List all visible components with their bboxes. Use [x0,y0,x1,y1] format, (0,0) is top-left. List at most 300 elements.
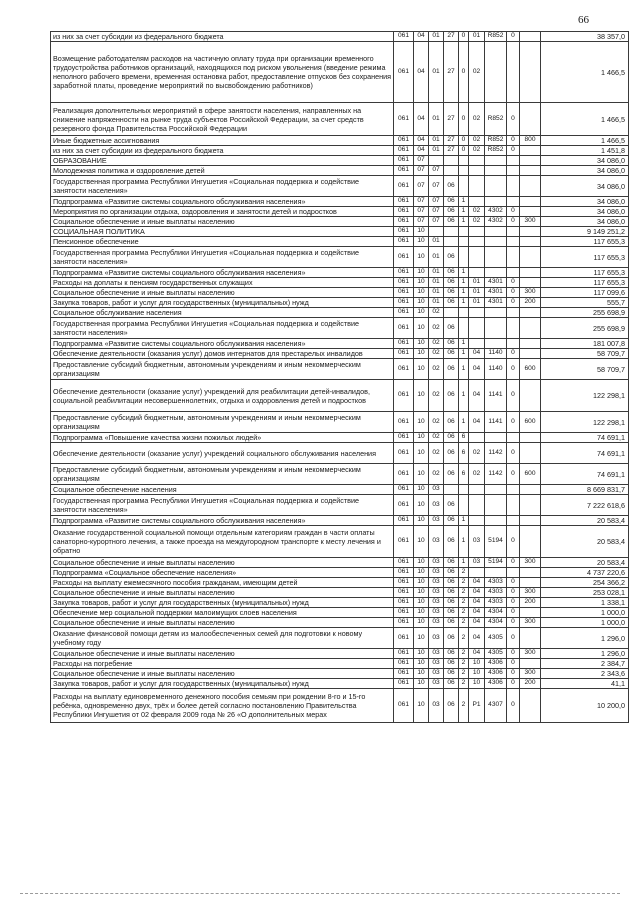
row-name: Социальное обеспечение и иные выплаты населению [51,558,394,568]
row-subsection: 01 [429,268,444,278]
row-admin: 061 [394,136,414,146]
row-direction-b: 1142 [485,464,507,485]
row-subprogram: 1 [459,288,469,298]
row-section: 10 [414,339,429,349]
row-subprogram: 1 [459,349,469,359]
table-row [51,495,629,516]
row-direction-c [507,318,520,339]
row-admin: 061 [394,227,414,237]
row-direction-a [469,433,485,443]
row-vr: 300 [520,288,541,298]
row-admin: 061 [394,103,414,136]
row-name: Расходы на погребение [51,659,394,669]
row-name: Подпрограмма «Развитие системы социального обслуживания населения» [51,268,394,278]
row-program: 06 [444,669,459,679]
row-subsection: 03 [429,679,444,689]
row-direction-b [485,268,507,278]
row-admin: 061 [394,464,414,485]
row-vr [520,485,541,495]
row-program: 27 [444,42,459,103]
table-row [51,618,629,628]
row-vr [520,349,541,359]
row-direction-c: 0 [507,558,520,568]
row-vr [520,628,541,649]
row-section: 10 [414,443,429,464]
row-section: 10 [414,288,429,298]
row-direction-c [507,339,520,349]
row-vr [520,146,541,156]
row-name: Оказание финансовой помощи детям из малообеспеченных семей для подготовки к новому учебному году [51,628,394,649]
row-amount: 58 709,7 [541,349,629,359]
row-direction-a [469,156,485,166]
row-vr: 200 [520,598,541,608]
row-name: Закупка товаров, работ и услуг для государственных (муниципальных) нужд [51,298,394,308]
row-admin: 061 [394,485,414,495]
row-program: 06 [444,443,459,464]
row-section: 07 [414,156,429,166]
row-name: Социальное обеспечение и иные выплаты населению [51,649,394,659]
table-row [51,485,629,495]
row-subprogram: 6 [459,464,469,485]
row-subprogram [459,156,469,166]
row-amount: 9 149 251,2 [541,227,629,237]
row-direction-c [507,197,520,207]
row-direction-b: 4305 [485,649,507,659]
row-subsection: 03 [429,598,444,608]
row-admin: 061 [394,669,414,679]
row-name: Социальное обеспечение и иные выплаты населению [51,588,394,598]
row-admin: 061 [394,298,414,308]
row-amount: 7 222 618,6 [541,495,629,516]
row-direction-c [507,156,520,166]
row-subprogram: 2 [459,669,469,679]
row-name: Обеспечение деятельности (оказание услуг) учреждений для реабилитации детей-инвалидов, социальной реабилитации несовершеннолетних, отдыха и оздоровления детей и подростков [51,380,394,412]
row-amount: 20 583,4 [541,558,629,568]
row-direction-a: 02 [469,443,485,464]
row-admin: 061 [394,32,414,42]
row-direction-c: 0 [507,526,520,558]
row-program: 27 [444,32,459,42]
row-name: Государственная программа Республики Ингушетия «Социальная поддержка и содействие занятости населения» [51,318,394,339]
row-admin: 061 [394,608,414,618]
table-row [51,433,629,443]
table-row [51,288,629,298]
row-direction-c: 0 [507,103,520,136]
row-section: 10 [414,526,429,558]
row-name: Социальное обеспечение и иные выплаты населению [51,669,394,679]
table-row [51,578,629,588]
row-direction-c: 0 [507,464,520,485]
row-admin: 061 [394,433,414,443]
row-subsection [429,227,444,237]
row-direction-c: 0 [507,32,520,42]
table-row [51,349,629,359]
row-program: 06 [444,349,459,359]
row-program [444,308,459,318]
row-direction-b: 1140 [485,359,507,380]
row-section: 10 [414,278,429,288]
row-name: Предоставление субсидий бюджетным, автономным учреждениям и иным некоммерческим организациям [51,464,394,485]
row-direction-c: 0 [507,578,520,588]
row-direction-c [507,495,520,516]
row-direction-c: 0 [507,669,520,679]
row-direction-c: 0 [507,588,520,598]
row-direction-a: 04 [469,618,485,628]
row-subprogram: 0 [459,146,469,156]
row-amount: 117 655,3 [541,247,629,268]
row-name: Предоставление субсидий бюджетным, автономным учреждениям и иным некоммерческим организациям [51,412,394,433]
row-subsection: 03 [429,495,444,516]
row-direction-c [507,516,520,526]
row-admin: 061 [394,578,414,588]
row-direction-a: P1 [469,689,485,723]
row-subsection: 07 [429,217,444,227]
row-section: 10 [414,618,429,628]
row-subprogram: 1 [459,278,469,288]
row-admin: 061 [394,359,414,380]
row-direction-b: 4302 [485,217,507,227]
row-amount: 34 086,0 [541,176,629,197]
row-subsection: 02 [429,380,444,412]
row-direction-c: 0 [507,649,520,659]
row-amount: 74 691,1 [541,433,629,443]
row-direction-b: 5194 [485,558,507,568]
row-admin: 061 [394,247,414,268]
table-row [51,318,629,339]
row-subprogram [459,247,469,268]
row-admin: 061 [394,237,414,247]
row-direction-a [469,197,485,207]
row-direction-c [507,227,520,237]
row-subsection: 03 [429,689,444,723]
row-admin: 061 [394,618,414,628]
row-amount: 74 691,1 [541,443,629,464]
row-admin: 061 [394,207,414,217]
row-amount: 255 698,9 [541,318,629,339]
row-subprogram: 1 [459,359,469,380]
row-direction-b [485,308,507,318]
row-vr [520,659,541,669]
row-section: 04 [414,146,429,156]
row-program: 06 [444,278,459,288]
row-subsection: 02 [429,433,444,443]
row-name: Реализация дополнительных мероприятий в сфере занятости населения, направленных на снижение напряженности на рынке труда субъектов Российской Федерации, за счет средств резервного фонда Правительства Российской Федерации [51,103,394,136]
row-amount: 34 086,0 [541,217,629,227]
table-row [51,166,629,176]
row-name: Возмещение работодателям расходов на частичную оплату труда при организации временного трудоустройства работников организаций, находящихся под риском увольнения (введение режима неполного рабочего времени, временная остановка работ, предоставление отпусков без сохранения заработной платы, проведение мероприятий по высвобождению работников) [51,42,394,103]
row-direction-a [469,318,485,339]
row-direction-b [485,166,507,176]
row-direction-a: 02 [469,103,485,136]
row-direction-a [469,495,485,516]
row-section: 10 [414,516,429,526]
row-vr [520,608,541,618]
row-section: 10 [414,464,429,485]
row-amount: 20 583,4 [541,526,629,558]
row-amount: 1 296,0 [541,649,629,659]
row-name: Государственная программа Республики Ингушетия «Социальная поддержка и содействие занятости населения» [51,176,394,197]
row-direction-a: 02 [469,146,485,156]
row-section: 10 [414,558,429,568]
row-program: 06 [444,526,459,558]
table-row [51,412,629,433]
row-subsection: 01 [429,146,444,156]
row-direction-b [485,197,507,207]
row-amount: 2 343,6 [541,669,629,679]
row-amount: 117 655,3 [541,237,629,247]
row-admin: 061 [394,339,414,349]
row-vr [520,339,541,349]
row-direction-c: 0 [507,628,520,649]
row-subsection: 02 [429,443,444,464]
row-vr [520,495,541,516]
row-vr [520,433,541,443]
row-name: Подпрограмма «Социальное обеспечение населения» [51,568,394,578]
row-subsection: 01 [429,298,444,308]
row-subsection: 02 [429,412,444,433]
row-vr [520,443,541,464]
row-section: 10 [414,578,429,588]
row-subprogram [459,166,469,176]
row-direction-c: 0 [507,136,520,146]
row-vr: 300 [520,558,541,568]
row-name: Обеспечение деятельности (оказание услуг) учреждений социального обслуживания населения [51,443,394,464]
row-section: 10 [414,359,429,380]
row-direction-a: 04 [469,578,485,588]
row-admin: 061 [394,268,414,278]
row-section: 10 [414,349,429,359]
row-direction-c [507,237,520,247]
row-vr [520,308,541,318]
row-direction-c: 0 [507,443,520,464]
row-admin: 061 [394,588,414,598]
row-admin: 061 [394,659,414,669]
row-vr [520,268,541,278]
row-amount: 1 466,5 [541,136,629,146]
row-program: 27 [444,146,459,156]
row-program: 06 [444,659,459,669]
row-admin: 061 [394,176,414,197]
row-direction-b: 4303 [485,578,507,588]
row-amount: 34 086,0 [541,207,629,217]
row-direction-a: 10 [469,659,485,669]
row-vr [520,197,541,207]
row-vr [520,103,541,136]
row-name: из них за счет субсидии из федерального бюджета [51,32,394,42]
row-admin: 061 [394,288,414,298]
row-direction-c [507,166,520,176]
row-program: 06 [444,339,459,349]
row-subprogram: 1 [459,217,469,227]
row-amount: 34 086,0 [541,156,629,166]
row-admin: 061 [394,649,414,659]
row-subprogram: 2 [459,679,469,689]
row-subprogram: 2 [459,608,469,618]
table-row [51,679,629,689]
table-row [51,156,629,166]
row-name: ОБРАЗОВАНИЕ [51,156,394,166]
row-program: 06 [444,207,459,217]
row-direction-c [507,42,520,103]
row-direction-b: 1142 [485,443,507,464]
row-direction-a: 04 [469,588,485,598]
row-program [444,237,459,247]
row-program: 06 [444,689,459,723]
row-name: Закупка товаров, работ и услуг для государственных (муниципальных) нужд [51,598,394,608]
row-direction-c [507,176,520,197]
row-vr [520,237,541,247]
row-admin: 061 [394,495,414,516]
row-vr: 200 [520,298,541,308]
row-admin: 061 [394,278,414,288]
row-direction-b [485,495,507,516]
row-vr [520,156,541,166]
row-subprogram: 1 [459,516,469,526]
row-direction-a: 04 [469,608,485,618]
table-row [51,464,629,485]
row-direction-b: 1141 [485,412,507,433]
row-direction-b: 1141 [485,380,507,412]
row-direction-a [469,166,485,176]
row-direction-c [507,485,520,495]
row-vr [520,32,541,42]
row-direction-a [469,176,485,197]
row-vr: 300 [520,588,541,598]
row-direction-b: 5194 [485,526,507,558]
row-direction-c [507,308,520,318]
table-row [51,689,629,723]
row-vr: 600 [520,412,541,433]
row-amount: 74 691,1 [541,464,629,485]
table-row [51,136,629,146]
row-subsection: 03 [429,485,444,495]
row-subprogram: 2 [459,588,469,598]
row-admin: 061 [394,558,414,568]
row-direction-b [485,176,507,197]
row-subsection: 01 [429,247,444,268]
row-section: 10 [414,380,429,412]
row-section: 04 [414,32,429,42]
row-name: Пенсионное обеспечение [51,237,394,247]
row-program: 06 [444,268,459,278]
row-direction-c: 0 [507,689,520,723]
row-admin: 061 [394,380,414,412]
row-program: 06 [444,197,459,207]
row-name: Социальное обеспечение и иные выплаты населению [51,618,394,628]
row-subprogram: 6 [459,443,469,464]
row-direction-c [507,433,520,443]
row-direction-a [469,237,485,247]
row-section: 10 [414,433,429,443]
row-direction-b: 4303 [485,588,507,598]
row-amount: 181 007,8 [541,339,629,349]
row-section: 10 [414,588,429,598]
row-section: 10 [414,227,429,237]
table-row [51,268,629,278]
row-section: 07 [414,176,429,197]
row-amount: 122 298,1 [541,380,629,412]
row-name: Мероприятия по организации отдыха, оздоровления и занятости детей и подростков [51,207,394,217]
row-subprogram: 0 [459,32,469,42]
table-row [51,659,629,669]
row-section: 10 [414,669,429,679]
row-subsection: 07 [429,197,444,207]
row-direction-a: 10 [469,669,485,679]
row-subsection: 01 [429,288,444,298]
row-direction-c [507,247,520,268]
row-amount: 20 583,4 [541,516,629,526]
row-section: 10 [414,268,429,278]
row-subsection: 03 [429,649,444,659]
row-subprogram: 1 [459,558,469,568]
table-row [51,568,629,578]
row-admin: 061 [394,217,414,227]
table-row [51,516,629,526]
row-subprogram [459,227,469,237]
row-subprogram: 0 [459,42,469,103]
row-subsection: 02 [429,339,444,349]
row-direction-a: 02 [469,136,485,146]
row-subprogram [459,318,469,339]
row-direction-b: 4301 [485,278,507,288]
row-program: 06 [444,298,459,308]
row-direction-a [469,227,485,237]
row-direction-a: 02 [469,42,485,103]
row-amount: 2 384,7 [541,659,629,669]
row-program: 06 [444,288,459,298]
row-admin: 061 [394,318,414,339]
row-admin: 061 [394,526,414,558]
row-vr: 300 [520,669,541,679]
row-section: 10 [414,237,429,247]
row-admin: 061 [394,679,414,689]
row-program [444,227,459,237]
row-direction-c: 0 [507,278,520,288]
row-program: 06 [444,380,459,412]
row-amount: 41,1 [541,679,629,689]
row-direction-a: 04 [469,359,485,380]
row-amount: 117 655,3 [541,268,629,278]
row-vr [520,207,541,217]
row-vr [520,516,541,526]
row-amount: 117 655,3 [541,278,629,288]
row-direction-b [485,485,507,495]
row-direction-c: 0 [507,412,520,433]
row-name: Подпрограмма «Развитие системы социального обслуживания населения» [51,339,394,349]
row-name: СОЦИАЛЬНАЯ ПОЛИТИКА [51,227,394,237]
row-direction-b: 4304 [485,618,507,628]
row-name: Расходы на доплаты к пенсиям государственных служащих [51,278,394,288]
row-program: 06 [444,568,459,578]
row-subsection: 03 [429,608,444,618]
row-direction-b: 4303 [485,598,507,608]
row-amount: 34 086,0 [541,197,629,207]
row-direction-b [485,247,507,268]
row-subsection: 03 [429,618,444,628]
row-subsection: 01 [429,237,444,247]
row-direction-b: 4304 [485,608,507,618]
row-program: 06 [444,495,459,516]
table-row [51,308,629,318]
row-subprogram: 1 [459,298,469,308]
row-subprogram [459,485,469,495]
row-direction-c: 0 [507,288,520,298]
table-row [51,247,629,268]
table-row [51,526,629,558]
row-amount: 254 366,2 [541,578,629,588]
row-direction-a: 10 [469,679,485,689]
row-admin: 061 [394,516,414,526]
